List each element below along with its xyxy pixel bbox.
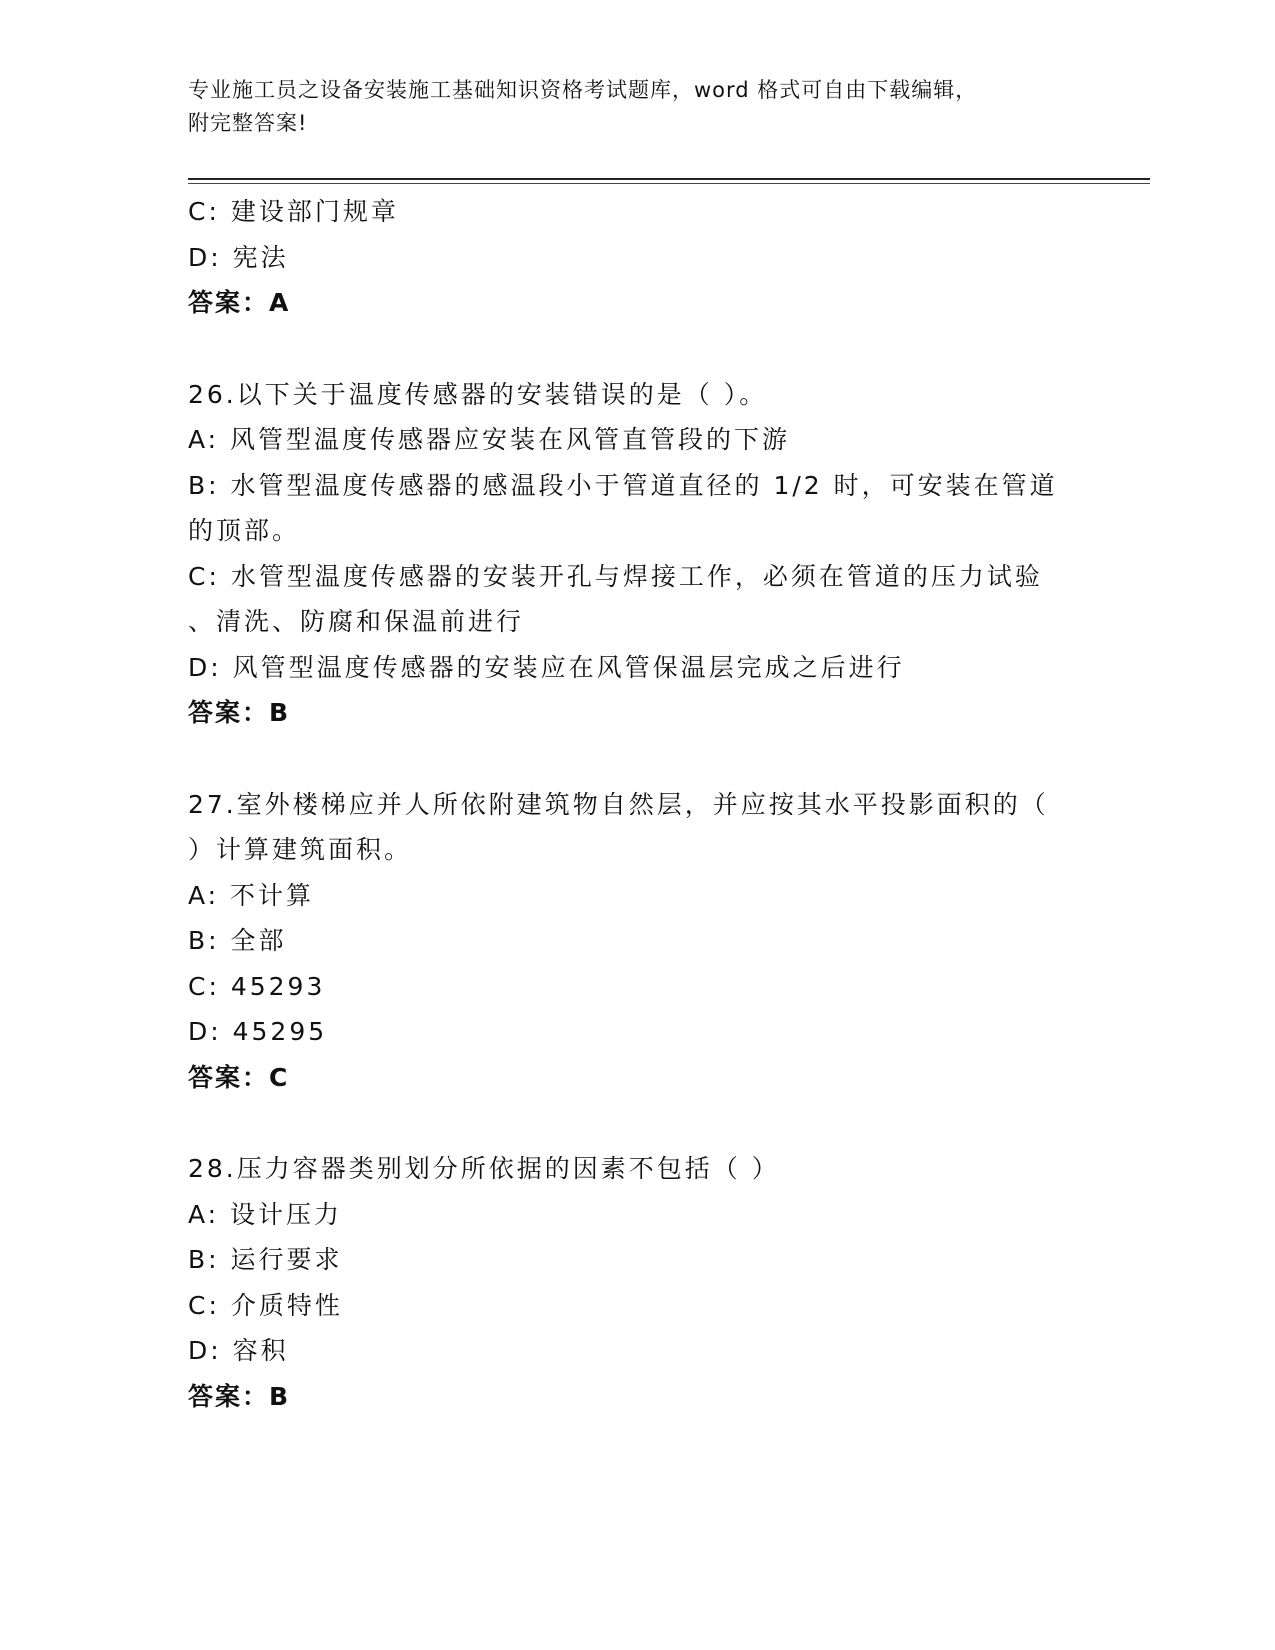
answer: 答案：B: [188, 698, 291, 727]
option-a: A: 不计算: [188, 880, 315, 910]
option-c: C: 45293: [188, 971, 326, 1001]
question-27: [188, 782, 1088, 1101]
answer: 答案：A: [188, 288, 291, 317]
spacer: [188, 736, 1088, 782]
spacer: [188, 326, 1088, 372]
question-list: [188, 189, 1088, 1419]
answer: 答案：C: [188, 1062, 290, 1092]
option-a: A: 设计压力: [188, 1199, 343, 1229]
question-28: [188, 1146, 1088, 1419]
question-stem: 27.室外楼梯应并人所依附建筑物自然层，并应按其水平投影面积的（: [188, 789, 1049, 819]
header-line-1: 专业施工员之设备安装施工基础知识资格考试题库，word 格式可自由下载编辑，: [188, 78, 978, 102]
option-d: D: 宪法: [188, 242, 289, 272]
option-d: D: 45295: [188, 1017, 328, 1046]
option-c-continued: 、清洗、防腐和保温前进行: [188, 607, 525, 636]
question-partial: [188, 189, 1088, 326]
option-b-continued: 的顶部。: [188, 516, 301, 545]
answer: 答案：B: [188, 1381, 291, 1411]
option-c: C: 介质特性: [188, 1290, 343, 1320]
question-26: [188, 372, 1088, 736]
option-b: B: 运行要求: [188, 1245, 343, 1274]
header-line-2: 附完整答案!: [188, 111, 308, 135]
question-stem-continued: ）计算建筑面积。: [188, 835, 413, 864]
option-d: D: 容积: [188, 1336, 289, 1365]
option-b: B: 全部: [188, 926, 287, 955]
option-b: B: 水管型温度传感器的感温段小于管道直径的 1/2 时，可安装在管道: [188, 470, 1058, 500]
header-divider-thin: [188, 183, 1150, 184]
option-d: D: 风管型温度传感器的安装应在风管保温层完成之后进行: [188, 652, 905, 682]
option-c: C: 建设部门规章: [188, 197, 399, 226]
header-divider-thick: [188, 178, 1150, 180]
option-a: A: 风管型温度传感器应安装在风管直管段的下游: [188, 425, 791, 454]
document-header: [188, 74, 1088, 140]
option-c: C: 水管型温度传感器的安装开孔与焊接工作，必须在管道的压力试验: [188, 561, 1043, 591]
question-stem: 26.以下关于温度传感器的安装错误的是（ ）。: [188, 379, 768, 409]
question-stem: 28.压力容器类别划分所依据的因素不包括（ ）: [188, 1154, 780, 1183]
spacer: [188, 1100, 1088, 1146]
